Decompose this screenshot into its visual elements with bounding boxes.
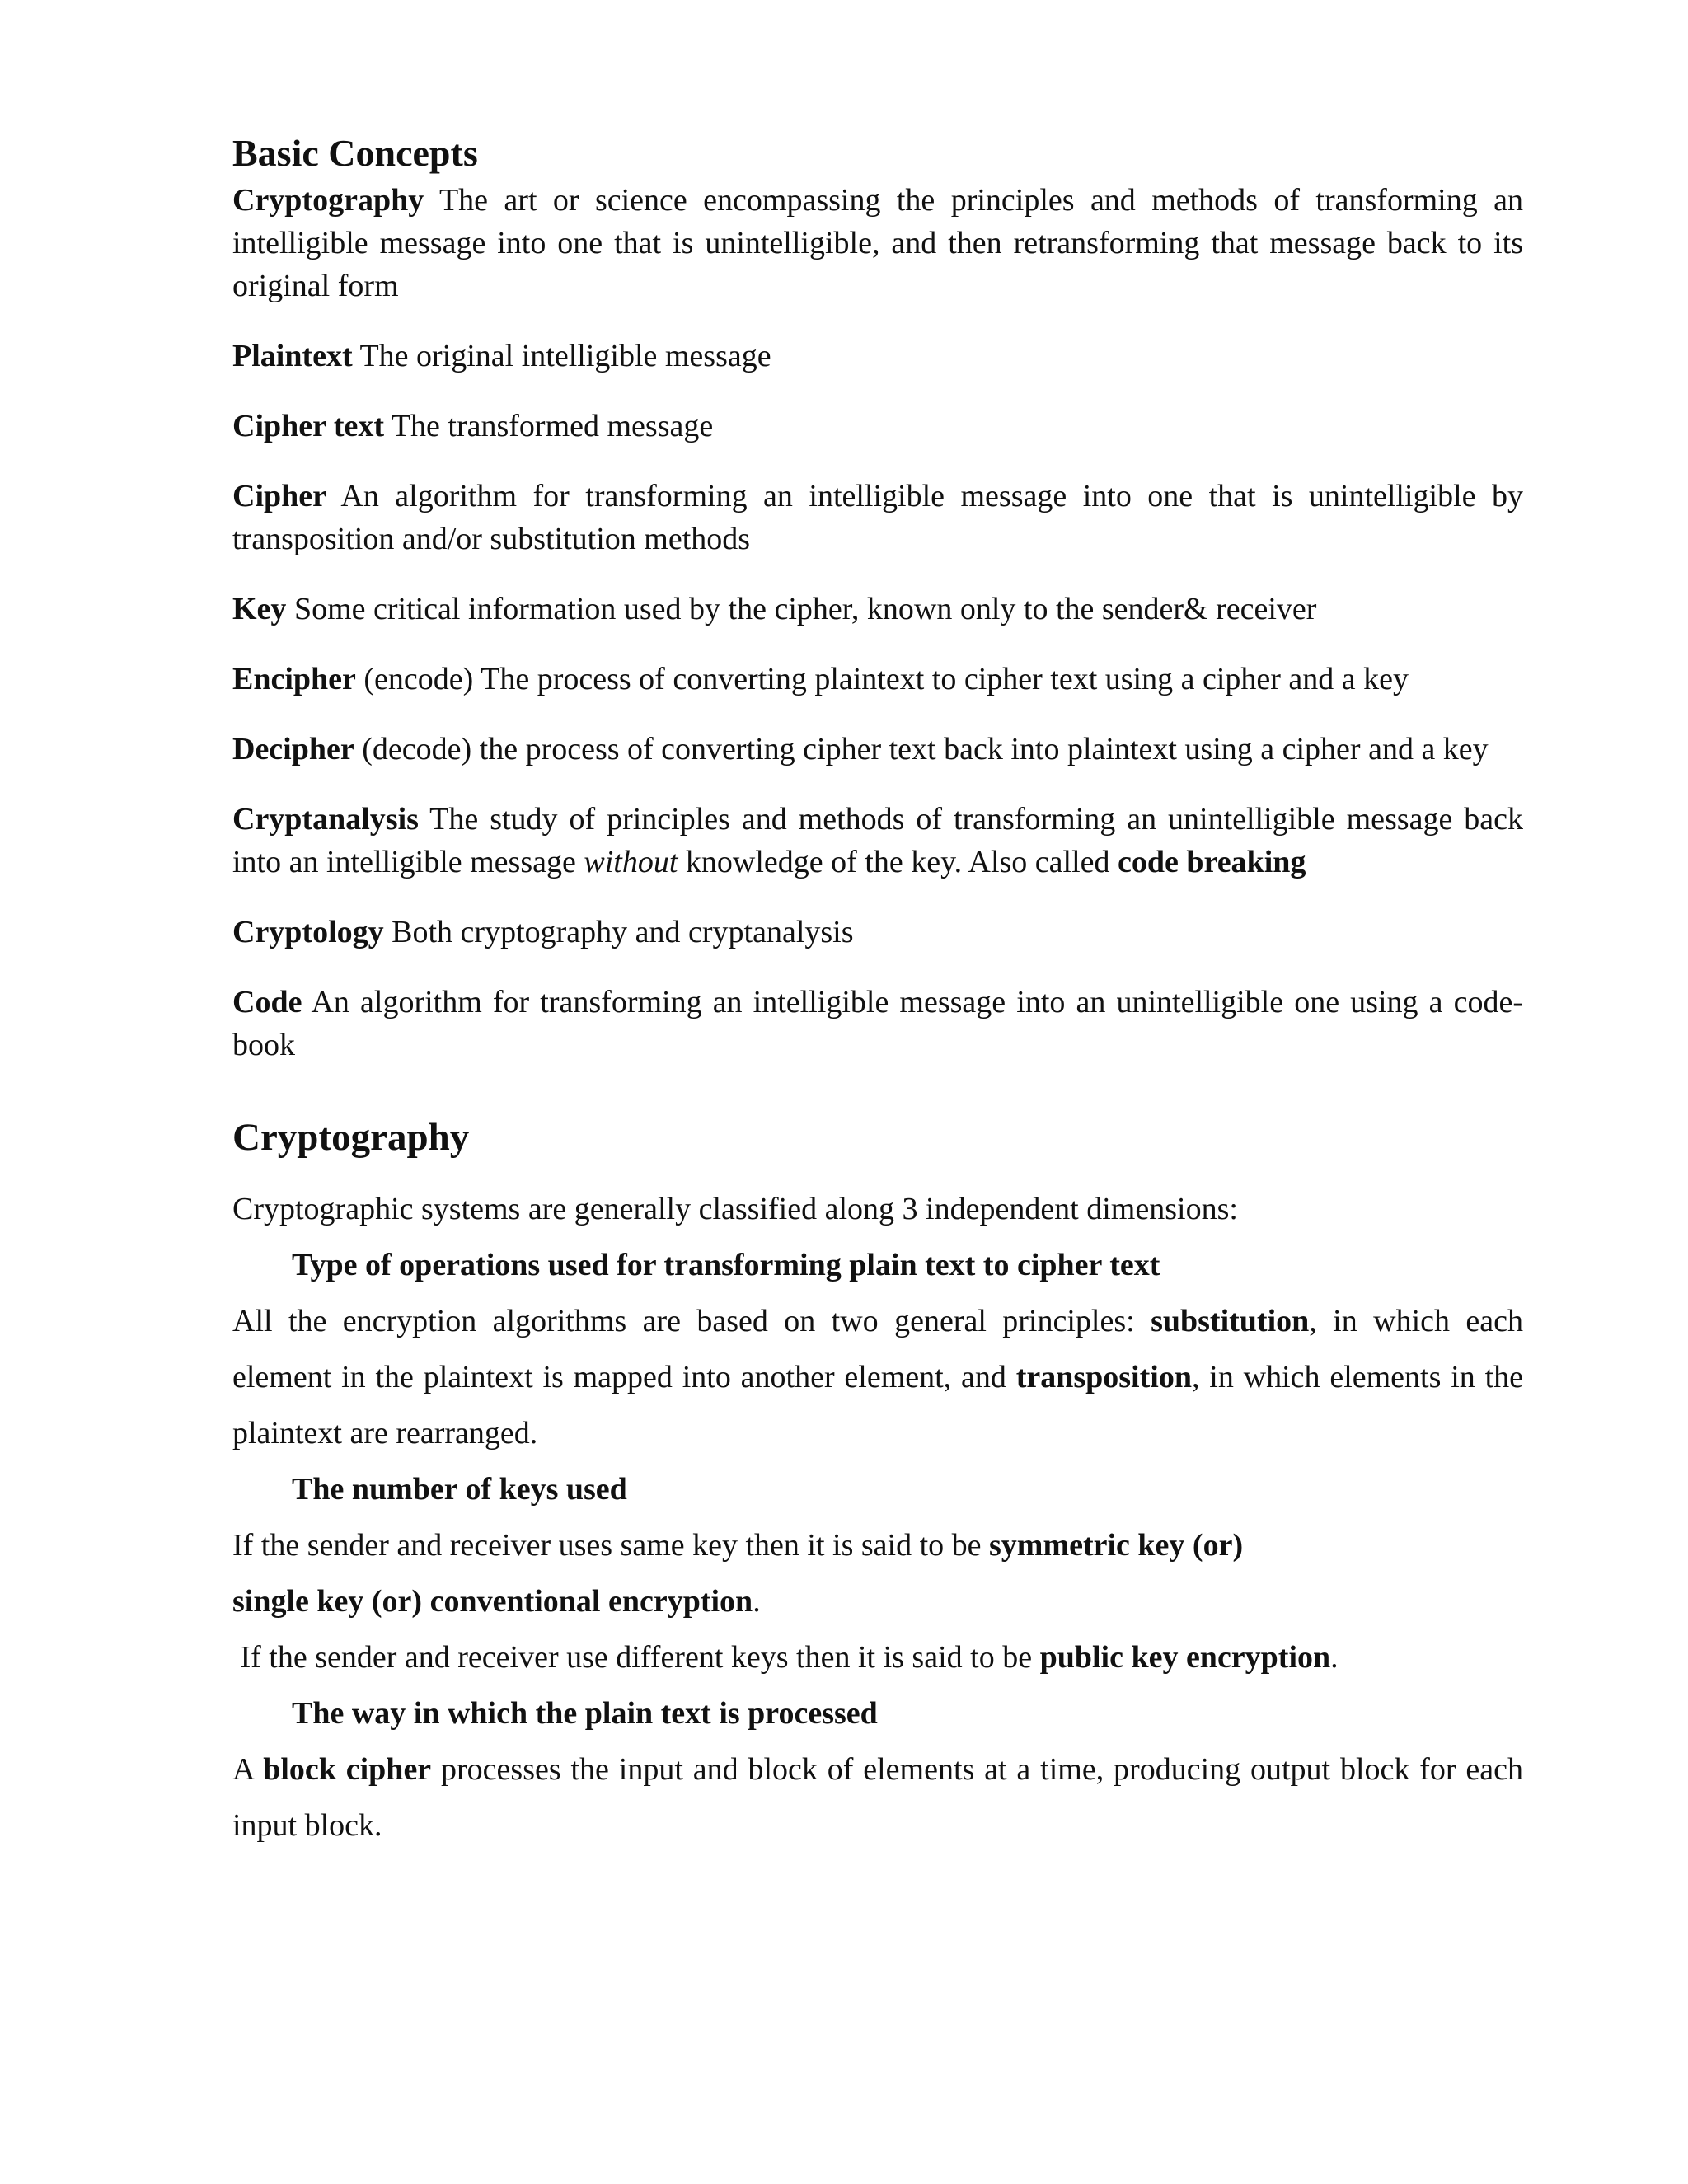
definition-encipher: [232, 658, 1523, 701]
definition-term: Plaintext: [232, 339, 353, 374]
text-run: .: [1330, 1639, 1339, 1675]
definition-term: Cryptography: [232, 183, 424, 218]
text-run: All the encryption algorithms are based on two general principles:: [232, 1303, 1151, 1338]
definition-term: Encipher: [232, 662, 356, 697]
subheading-operations: Type of operations used for transforming plain text to cipher text: [292, 1247, 1160, 1282]
definition-text: The study of principles and methods of transforming an unintelligible message back into an intelligible message: [232, 802, 1523, 880]
definition-text-continued: knowledge of the key. Also called: [678, 845, 1118, 880]
definition-decipher: [232, 728, 1523, 771]
definition-key: [232, 588, 1523, 630]
text-run: processes the input and block of elements at a time, producing output block for each input block.: [232, 1751, 1523, 1843]
definition-text: Some critical information used by the cipher, known only to the sender& receiver: [286, 592, 1317, 627]
bold-term-symmetric-key: symmetric key (or): [989, 1527, 1244, 1563]
definition-term: Code: [232, 985, 302, 1020]
paragraph-principles: [232, 1293, 1523, 1461]
text-run: .: [753, 1583, 761, 1619]
paragraph-symmetric-key: [232, 1517, 1523, 1629]
definition-text: Both cryptography and cryptanalysis: [383, 915, 854, 950]
subheading-processing: The way in which the plain text is processed: [292, 1695, 878, 1731]
definition-term: Decipher: [232, 732, 354, 767]
definition-plaintext: [232, 335, 1523, 377]
text-run: If the sender and receiver use different keys then it is said to be: [232, 1639, 1040, 1675]
section-title-basic-concepts: Basic Concepts: [232, 132, 478, 174]
definition-cryptology: [232, 911, 1523, 954]
bold-term-substitution: substitution: [1151, 1303, 1310, 1338]
cryptography-section-body: [232, 1181, 1523, 1854]
definition-text: (decode) the process of converting cipher text back into plaintext using a cipher and a key: [354, 732, 1489, 767]
definition-cipher-text: [232, 405, 1523, 448]
definition-term: Cipher text: [232, 409, 384, 444]
subheading-number-of-keys: The number of keys used: [292, 1471, 627, 1507]
text-run: A: [232, 1751, 264, 1787]
definition-term: Cipher: [232, 479, 326, 514]
definition-cryptanalysis: [232, 798, 1523, 883]
paragraph-block-cipher: [232, 1741, 1523, 1854]
definition-emphasis: without: [584, 845, 678, 880]
definition-bold-term: code breaking: [1118, 845, 1306, 880]
definition-cryptography: [232, 179, 1523, 307]
definition-text: The art or science encompassing the principles and methods of transforming an intelligible message into one that is unintelligible, and then retransforming that message back to its original form: [232, 183, 1523, 304]
definition-term: Cryptology: [232, 915, 384, 950]
definition-cipher: [232, 475, 1523, 560]
definition-term: Cryptanalysis: [232, 802, 419, 837]
page-content: [232, 130, 1523, 1854]
definition-text: The transformed message: [384, 409, 714, 444]
bold-term-block-cipher: block cipher: [263, 1751, 432, 1787]
classification-intro: Cryptographic systems are generally classified along 3 independent dimensions:: [232, 1191, 1238, 1226]
definition-text: (encode) The process of converting plaintext to cipher text using a cipher and a key: [355, 662, 1409, 697]
text-run: , in which elements in the plaintext are rearranged.: [232, 1359, 1523, 1451]
definition-text: The original intelligible message: [352, 339, 771, 374]
definition-text: An algorithm for transforming an intelligible message into one that is unintelligible by transposition and/or substitution methods: [232, 479, 1523, 557]
paragraph-public-key: [232, 1629, 1523, 1685]
bold-term-transposition: transposition: [1015, 1359, 1192, 1394]
text-run: , in which each element in the plaintext is mapped into another element, and: [232, 1303, 1523, 1394]
section-title-cryptography: Cryptography: [232, 1116, 470, 1160]
definition-term: Key: [232, 592, 287, 627]
definition-text: An algorithm for transforming an intelligible message into an unintelligible one using a code-book: [232, 985, 1523, 1063]
definition-code: [232, 981, 1523, 1066]
text-run: If the sender and receiver uses same key then it is said to be: [232, 1527, 990, 1563]
bold-term-public-key: public key encryption: [1039, 1639, 1331, 1675]
bold-term-conventional-encryption: single key (or) conventional encryption: [232, 1583, 753, 1619]
